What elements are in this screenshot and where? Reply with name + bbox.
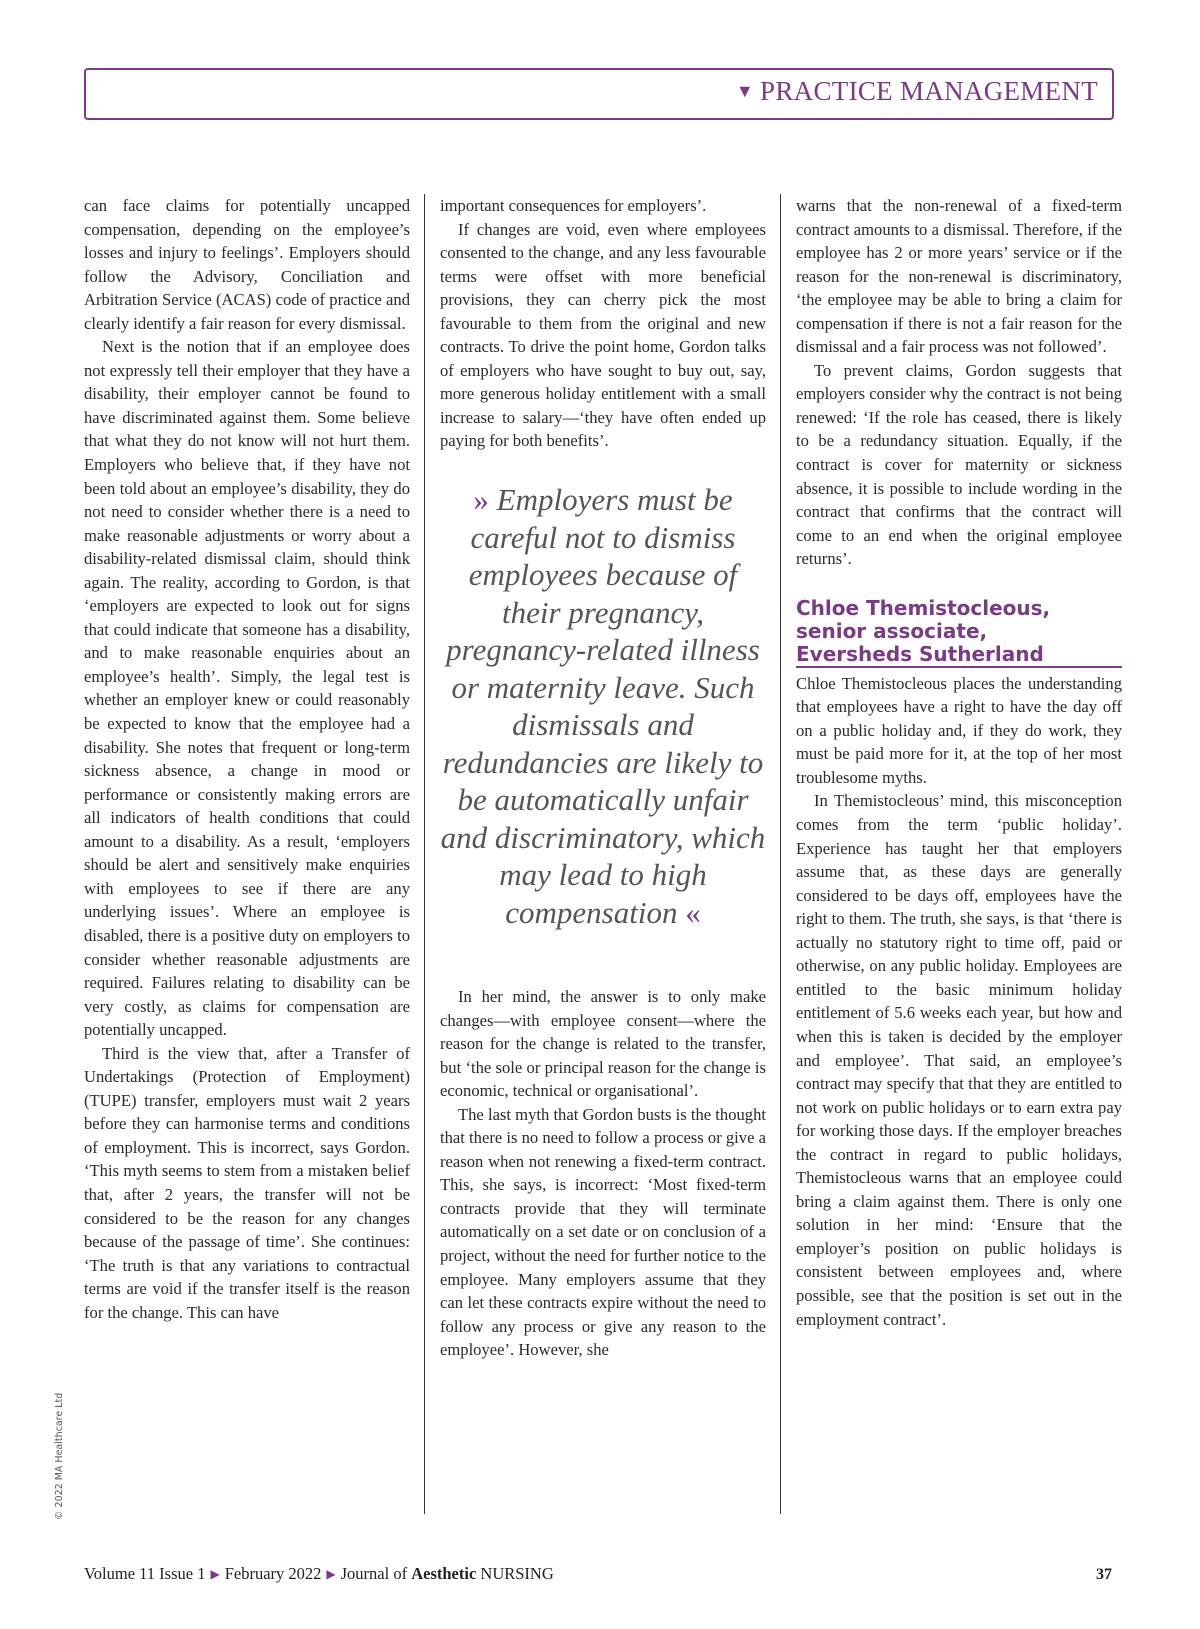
copyright-notice: © 2022 MA Healthcare Ltd (54, 1392, 65, 1520)
section-label (736, 76, 1098, 107)
paragraph: Third is the view that, after a Transfer of Undertakings (Protection of Employment) (TUPE) transfer, employers must wait 2 years before they can harmonise terms and conditions of employment. This is incorrect, says Gordon. ‘This myth seems to stem from a mistaken belief that, after 2 years, the transfer will not be considered to be the reason for any changes because of the passage of time’. She continues: ‘The truth is that any variations to contractual terms are void if the transfer itself is the reason for the change. This can have (84, 1043, 410, 1322)
section-title: PRACTICE MANAGEMENT (760, 76, 1098, 106)
open-quote-mark: » (473, 482, 489, 518)
footer-date: February 2022 (224, 1564, 322, 1583)
footer-volume: Volume 11 Issue 1 (84, 1564, 206, 1583)
paragraph: can face claims for potentially uncapped compensation, depending on the employee’s losses and injury to feelings’. Employers should follow the Advisory, Conciliation and Arbitration Service (ACAS) code of practice and clearly identify a fair reason for every dismissal. (84, 196, 410, 333)
paragraph: In her mind, the answer is to only make changes—with employee consent—where the reason for the change is related to the transfer, but ‘the sole or principal reason for the change is economic, technical or organisational’. (440, 987, 766, 1101)
column-2 (440, 194, 766, 1362)
footer-journal-bold: Aesthetic (411, 1564, 477, 1583)
paragraph: If changes are void, even where employees consented to the change, and any less favourable terms were offset with more beneficial provisions, they can cherry pick the most favourable to them from the original and new contracts. To drive the point home, Gordon talks of employers who have sought to buy out, say, more generous holiday entitlement with a small increase to salary—‘they have often ended up paying for both benefits’. (440, 219, 766, 451)
pull-quote-text: Employers must be careful not to dismiss employees because of their pregnancy, pregnancy-related illness or maternity leave. Such dismissals and redundancies are likely to be automatically unfair and discriminatory, which may lead to high compensation (440, 482, 766, 930)
footer-journal-suffix: NURSING (480, 1564, 554, 1583)
paragraph: The last myth that Gordon busts is the thought that there is no need to follow a process or give a reason when not renewing a fixed-term contract. This, she says, is incorrect: ‘Most fixed-term contracts provide that they will terminate automatically on a set date or on conclusion of a project, without the need for further notice to the employee. Many employers assume that they can let these contracts expire without the need to follow any process or give any reason to the employee’. However, she (440, 1104, 766, 1360)
page-number: 37 (1096, 1566, 1112, 1583)
triangle-right-icon: ▶ (210, 1567, 220, 1581)
paragraph: In Themistocleous’ mind, this misconception comes from the term ‘public holiday’. Experience has taught her that employers assume that, as these days are generally considered to be days off, employees have the right to them. The truth, she says, is that ‘there is actually no statutory right to time off, paid or otherwise, on any public holiday. Employees are entitled to the basic minimum holiday entitlement of 5.6 weeks each year, but how and when this is taken is decided by the employer and employee’. That said, an employee’s contract may specify that that they are entitled to not work on public holidays or to earn extra pay for working those days. If the employer breaches the contract in regard to public holidays, Themistocleous warns that an employee could bring a claim against them. There is only one solution in her mind: ‘Ensure that the employer’s position on public holidays is consistent between employees and, where possible, see that the position is set out in the employment contract’. (796, 791, 1122, 1329)
triangle-right-icon: ▶ (326, 1567, 336, 1581)
subhead-role: senior associate, (796, 618, 988, 643)
column-divider (780, 194, 781, 1514)
subhead-contributor (796, 597, 1122, 668)
pull-quote (440, 481, 766, 931)
triangle-down-icon: ▼ (735, 81, 755, 101)
section-header-box (84, 68, 1114, 120)
subhead-name: Chloe Themistocleous, (796, 595, 1051, 620)
column-3 (796, 194, 1122, 1331)
paragraph: Next is the notion that if an employee does not expressly tell their employer that they have a disability, their employer cannot be found to have discriminated against them. Some believe that what they do not know will not hurt them. Employers who believe that, if they have not been told about an employee’s disability, they do not need to consider whether there is a need to make reasonable adjustments or worry about a disability-related dismissal claim, should think again. The reality, according to Gordon, is that ‘employers are expected to look out for signs that could indicate that someone has a disability, and to make reasonable enquiries about an employee’s health’. Simply, the legal test is whether an employer knew or could reasonably be expected to know that the employee had a disability. She notes that frequent or long-term sickness absence, a change in mood or performance or consistently making errors are all indicators of health conditions that could amount to a disability. As a result, ‘employers should be alert and sensitively make enquiries with employees to see if there are any underlying issues’. Where an employee is disabled, there is a positive duty on employers to consider whether reasonable adjustments are required. Failures relating to disability can be very costly, as claims for compensation are potentially uncapped. (84, 337, 410, 1040)
paragraph: Chloe Themistocleous places the understanding that employees have a right to have the day off on a public holiday and, if they do work, they must be paid more for it, at the top of her most troublesome myths. (796, 673, 1122, 787)
paragraph: warns that the non-renewal of a fixed-term contract amounts to a dismissal. Therefore, if the employee has 2 or more years’ service or if the reason for the non-renewal is discriminatory, ‘the employee may be able to bring a claim for compensation if there is not a fair reason for the dismissal and a fair process was not followed’. (796, 196, 1122, 357)
close-quote-mark: « (685, 894, 701, 930)
column-divider (424, 194, 425, 1514)
paragraph: To prevent claims, Gordon suggests that employers consider why the contract is not being renewed: ‘If the role has ceased, there is likely to be a redundancy situation. Equally, if the contract is cover for maternity or sickness absence, it is possible to include wording in the contract that confirms that the contract will come to an end when the original employee returns’. (796, 360, 1122, 569)
subhead-firm: Eversheds Sutherland (796, 641, 1044, 666)
paragraph: important consequences for employers’. (440, 196, 707, 215)
footer-journal-prefix: Journal of (340, 1564, 408, 1583)
column-1 (84, 194, 410, 1324)
footer (84, 1564, 554, 1584)
